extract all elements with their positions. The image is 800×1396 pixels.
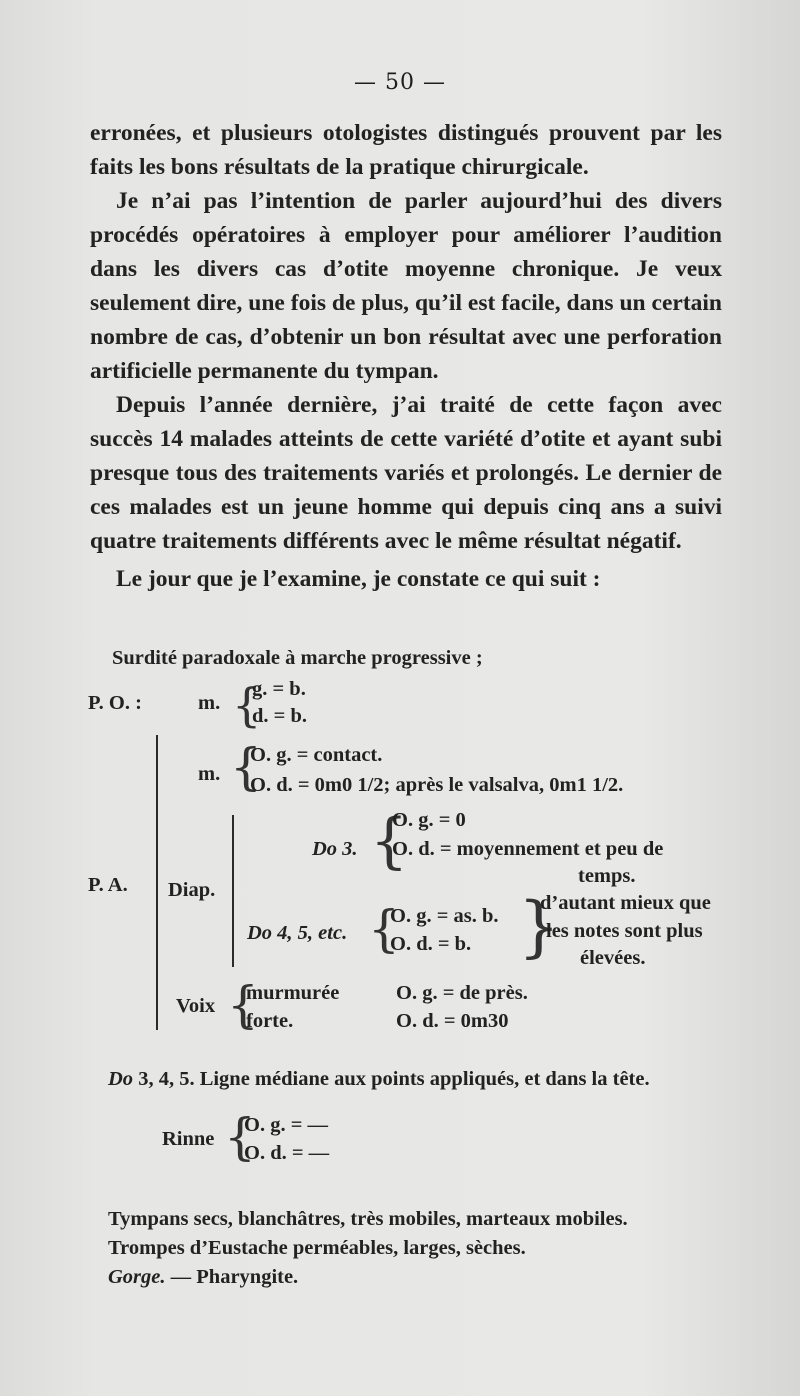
po-label: P. O. : (88, 692, 142, 714)
do4-note-1: d’autant mieux que (540, 892, 711, 914)
po-m: m. (198, 692, 221, 714)
gorge-label: Gorge. (108, 1266, 166, 1288)
do3-d2: temps. (578, 865, 636, 887)
voix-d: O. d. = 0m30 (396, 1010, 509, 1032)
pa-m-d: O. d. = 0m0 1/2; après le valsalva, 0m1 1/2. (250, 774, 624, 796)
voix-g: O. g. = de près. (396, 982, 528, 1004)
paragraph-1: erronées, et plusieurs otologistes distingués prouvent par les faits les bons résultats de la pratique chirurgicale. (90, 120, 722, 180)
pa-m-g: O. g. = contact. (250, 744, 383, 766)
do-line-rest: 3, 4, 5. Ligne médiane aux points appliqués, et dans la tête. (133, 1068, 650, 1090)
paragraph-3: Depuis l’année dernière, j’ai traité de cette façon avec succès 14 malades atteints de cette variété d’otite et ayant subi presque tous des traitements variés et prolongés. Le dernier de ces malades est un jeune homme qui depuis cinq ans a suivi quatre traitements différents avec le même résultat négatif. (90, 392, 722, 554)
voix-brace: { (227, 976, 259, 1034)
paragraph-4: Le jour que je l’examine, je constate ce qui suit : (116, 566, 601, 592)
finding-trompes: Trompes d’Eustache perméables, larges, sèches. (108, 1237, 526, 1259)
do3-label: Do 3. (312, 838, 358, 860)
do4-d: O. d. = b. (390, 933, 472, 955)
finding-tympans: Tympans secs, blanchâtres, très mobiles, marteaux mobiles. (108, 1208, 628, 1230)
gorge-rest: — Pharyngite. (165, 1266, 299, 1288)
do3-brace: { (370, 806, 409, 876)
diap-label: Diap. (168, 879, 216, 901)
voix-label: Voix (176, 995, 216, 1017)
diap-bracket-line (232, 815, 234, 967)
do-line (108, 1068, 650, 1091)
rinne-d: O. d. = — (244, 1142, 330, 1164)
do4-g: O. g. = as. b. (390, 905, 499, 927)
page-number: — 50 — (354, 70, 446, 95)
pa-m-brace: { (230, 738, 262, 796)
po-g: g. = b. (252, 678, 306, 700)
pa-bracket-line (156, 735, 158, 1030)
do4-note-3: élevées. (580, 947, 646, 969)
do3-d1: O. d. = moyennement et peu de (392, 838, 664, 860)
po-d: d. = b. (252, 705, 307, 727)
pa-m: m. (198, 763, 221, 785)
voix-forte: forte. (246, 1010, 294, 1032)
do4-brace: { (368, 900, 400, 958)
po-brace: { (232, 678, 262, 732)
paragraph-2: Je n’ai pas l’intention de parler aujourd’hui des divers procédés opératoires à employer pour améliorer l’audition dans les divers cas d’otite moyenne chronique. Je veux seulement dire, une fois de plus, qu’il est facile, dans un certain nombre de cas, d’obtenir un bon résultat avec une perforation artificielle permanente du tympan. (90, 188, 722, 384)
do3-g: O. g. = 0 (392, 809, 466, 831)
finding-gorge (108, 1266, 298, 1289)
do4-label: Do 4, 5, etc. (247, 922, 348, 944)
pa-label: P. A. (88, 874, 128, 896)
rinne-label: Rinne (162, 1128, 215, 1150)
do4-note-2: les notes sont plus (546, 920, 703, 942)
surdite-line: Surdité paradoxale à marche progressive ; (112, 647, 483, 669)
do-line-do: Do (108, 1068, 134, 1090)
rinne-brace: { (224, 1108, 256, 1166)
voix-murmuree: murmurée (246, 982, 340, 1004)
do4-close-brace: } (518, 888, 560, 965)
body-text (90, 116, 722, 596)
rinne-g: O. g. = — (244, 1114, 329, 1136)
